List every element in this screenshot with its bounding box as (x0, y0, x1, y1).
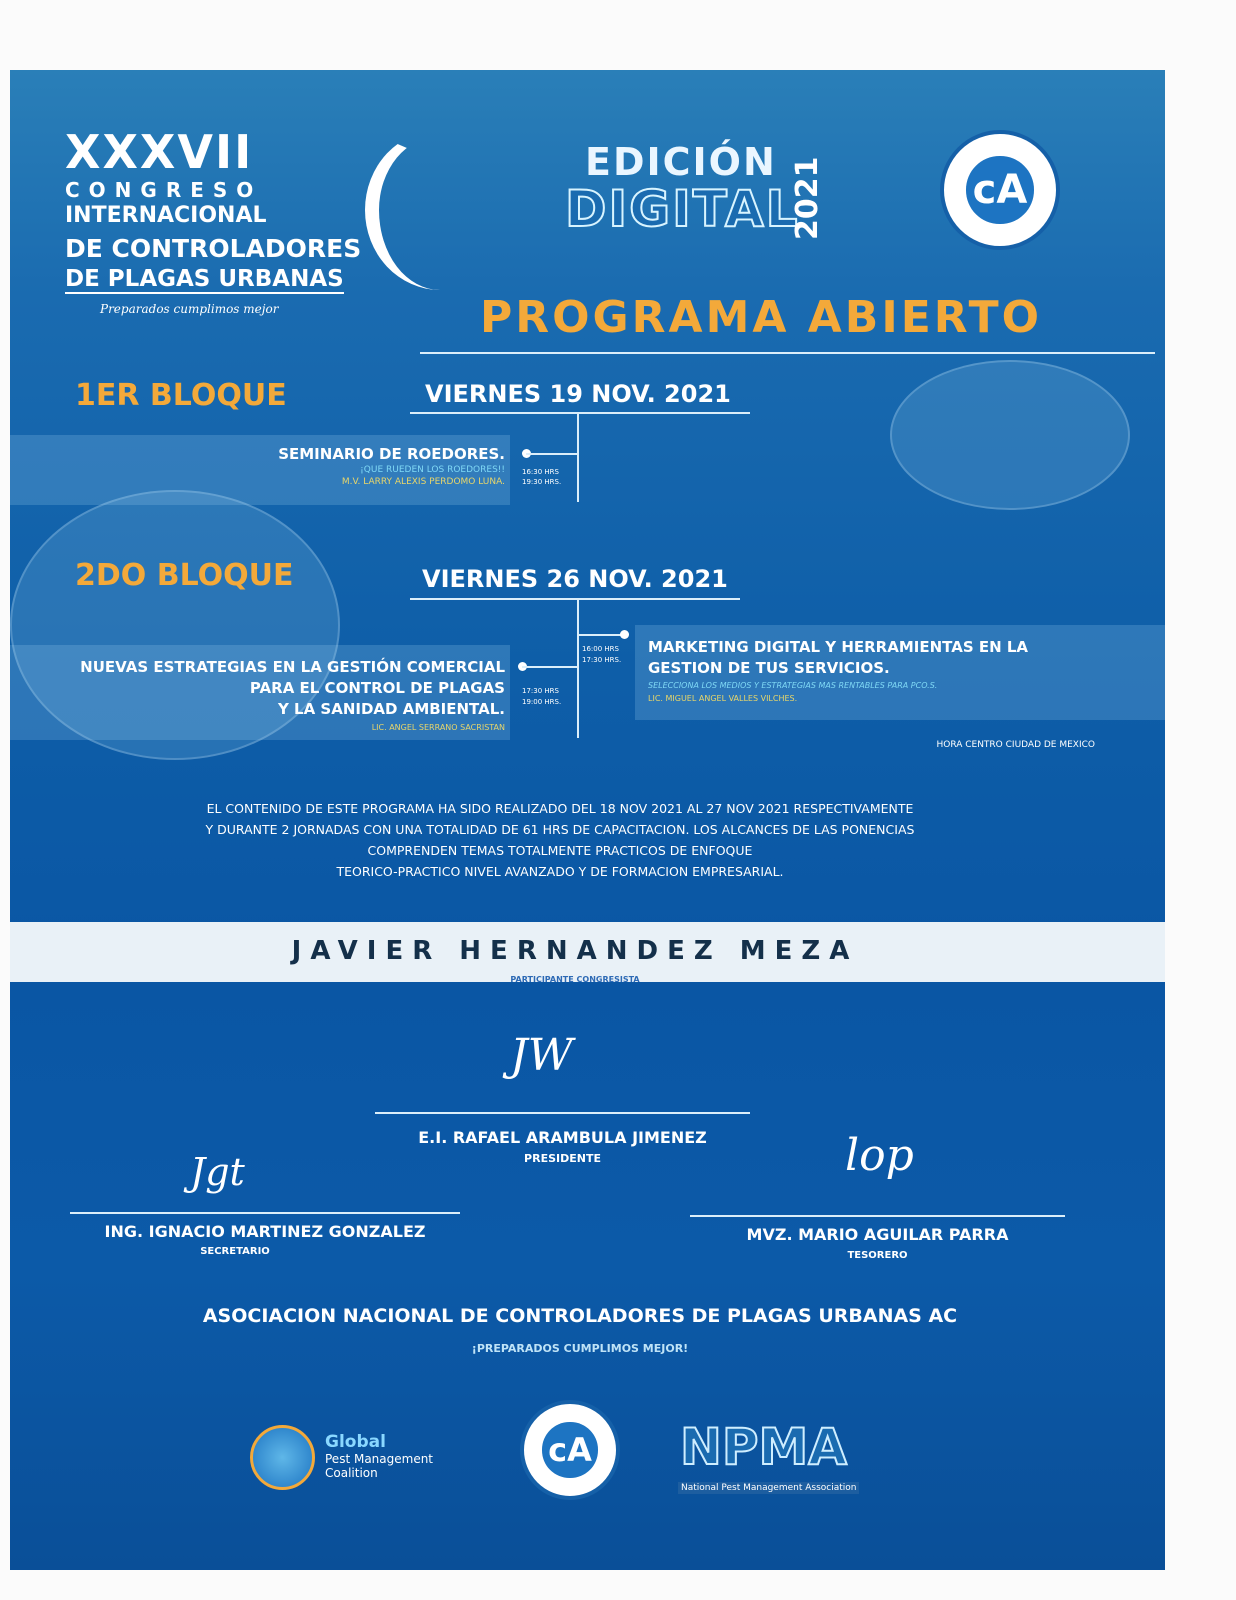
tagline: Preparados cumplimos mejor (100, 302, 279, 316)
description-line: COMPRENDEN TEMAS TOTALMENTE PRACTICOS DE ENFOQUE (367, 843, 753, 858)
talk-speaker: LIC. ANGEL SERRANO SACRISTAN (371, 723, 505, 732)
npma-logo-subtitle: National Pest Management Association (678, 1482, 859, 1494)
description-line: TEORICO-PRACTICO NIVEL AVANZADO Y DE FORMACION EMPRESARIAL. (336, 864, 784, 879)
association-seal-logo: cA (940, 130, 1060, 250)
edition-year: 2021 (790, 156, 825, 240)
signature-secretary: Jgt (190, 1150, 245, 1194)
signatory-title: TESORERO (847, 1250, 908, 1261)
signature-treasurer: lop (845, 1130, 914, 1181)
congress-number: XXXVII (65, 125, 254, 179)
description-line: EL CONTENIDO DE ESTE PROGRAMA HA SIDO REALIZADO DEL 18 NOV 2021 AL 27 NOV 2021 RESPECTIVAMENTE (206, 801, 914, 816)
timeline-connector (578, 634, 624, 636)
program-title: PROGRAMA ABIERTO (480, 292, 1043, 343)
timezone-note: HORA CENTRO CIUDAD DE MEXICO (936, 740, 1095, 750)
signature-line (690, 1215, 1065, 1217)
divider (410, 412, 750, 414)
program-description (10, 798, 1110, 882)
divider (420, 352, 1155, 354)
talk-time: 19:30 HRS. (522, 478, 562, 486)
edition-word: EDICIÓN (585, 140, 777, 184)
talk-title: SEMINARIO DE ROEDORES. (278, 445, 505, 463)
organization-motto: ¡PREPARADOS CUMPLIMOS MEJOR! (471, 1342, 689, 1355)
signature-line (375, 1112, 750, 1114)
timeline (577, 598, 579, 738)
talk-line: Y LA SANIDAD AMBIENTAL. (277, 700, 505, 718)
description-line: Y DURANTE 2 JORNADAS CON UNA TOTALIDAD DE 61 HRS DE CAPACITACION. LOS ALCANCES DE LAS PONENCIAS (205, 822, 915, 837)
signature-line (70, 1212, 460, 1214)
signatory-name: ING. IGNACIO MARTINEZ GONZALEZ (104, 1222, 426, 1241)
signatory-name: MVZ. MARIO AGUILAR PARRA (746, 1225, 1009, 1244)
organization-name: ASOCIACION NACIONAL DE CONTROLADORES DE PLAGAS URBANAS AC (202, 1305, 958, 1327)
talk-time: 17:30 HRS. (582, 656, 622, 664)
gpmc-logo-text: Global (325, 1432, 386, 1452)
talk-line: MARKETING DIGITAL Y HERRAMIENTAS EN LA (648, 638, 1029, 656)
congress-line: DE PLAGAS URBANAS (65, 266, 344, 292)
association-seal-logo: cA (520, 1400, 620, 1500)
block1-label: 1ER BLOQUE (75, 378, 287, 413)
timeline (577, 412, 579, 502)
block1-date: VIERNES 19 NOV. 2021 (425, 380, 731, 408)
talk-time: 16:00 HRS (582, 645, 619, 653)
block2-date: VIERNES 26 NOV. 2021 (422, 565, 728, 593)
timeline-connector (526, 453, 578, 455)
edition-type: DIGITAL (565, 180, 800, 238)
timeline-dot (620, 630, 629, 639)
dolphin-logo-icon (365, 130, 515, 290)
recipient-name: JAVIER HERNANDEZ MEZA (291, 936, 859, 966)
congress-line: INTERNACIONAL (65, 203, 267, 228)
talk-time: 16:30 HRS (522, 468, 559, 476)
signatory-title: SECRETARIO (200, 1246, 270, 1257)
talk-line: GESTION DE TUS SERVICIOS. (648, 659, 890, 677)
talk-time: 19:00 HRS. (522, 698, 562, 706)
timeline-connector (522, 666, 578, 668)
recipient-role: PARTICIPANTE CONGRESISTA (510, 975, 640, 984)
talk-time: 17:30 HRS (522, 687, 559, 695)
talk-line: PARA EL CONTROL DE PLAGAS (249, 679, 505, 697)
congress-line: CONGRESO (65, 178, 263, 202)
gpmc-logo-text: Pest Management (325, 1452, 434, 1466)
certificate (10, 70, 1165, 1570)
signatory-name: E.I. RAFAEL ARAMBULA JIMENEZ (418, 1128, 707, 1147)
talk-subtitle: SELECCIONA LOS MEDIOS Y ESTRATEGIAS MAS RENTABLES PARA PCO.S. (648, 681, 938, 690)
talk-subtitle: ¡QUE RUEDEN LOS ROEDORES!! (360, 465, 505, 475)
npma-logo: NPMA (680, 1418, 847, 1476)
signature-president: JW (510, 1030, 573, 1081)
signatory-title: PRESIDENTE (524, 1152, 601, 1165)
fish-illustration (890, 360, 1130, 510)
talk-line: NUEVAS ESTRATEGIAS EN LA GESTIÓN COMERCIAL (80, 658, 505, 676)
globe-logo-icon (250, 1425, 315, 1490)
congress-line: DE CONTROLADORES (65, 234, 362, 263)
block2-label: 2DO BLOQUE (75, 558, 294, 593)
gpmc-logo-text: Coalition (325, 1466, 378, 1480)
divider (410, 598, 740, 600)
talk-speaker: LIC. MIGUEL ANGEL VALLES VILCHES. (648, 694, 798, 703)
talk-speaker: M.V. LARRY ALEXIS PERDOMO LUNA. (341, 477, 505, 487)
